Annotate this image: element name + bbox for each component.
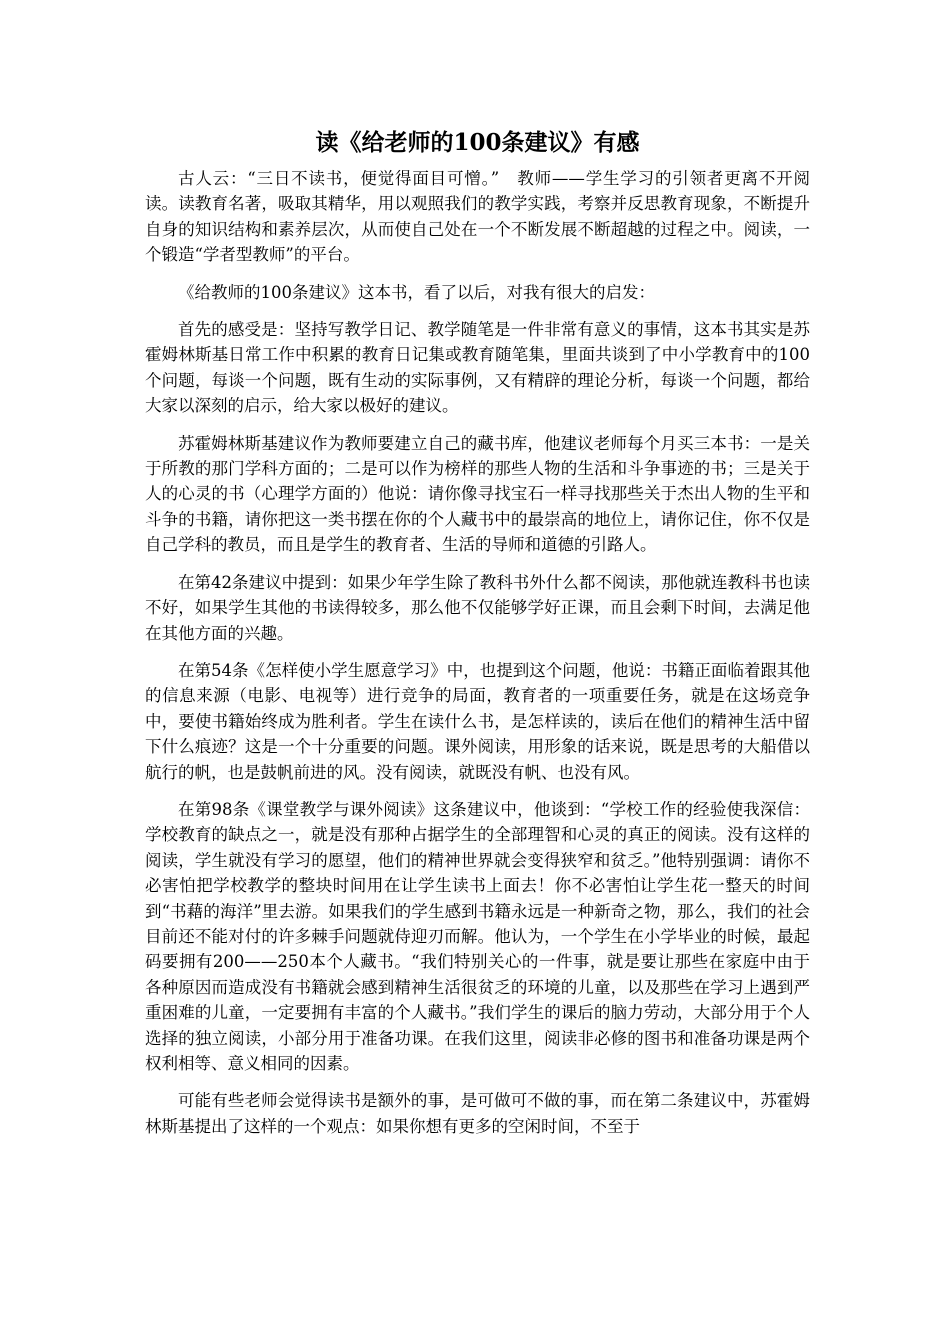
paragraph-5: 在第42条建议中提到：如果少年学生除了教科书外什么都不阅读，那他就连教科书也读不好，如果学生其他的书读得较多，那么他不仅能够学好正课，而且会剩下时间，去满足他在其他方面的兴趣。 — [145, 572, 810, 643]
paragraph-3: 首先的感受是：坚持写教学日记、教学随笔是一件非常有意义的事情，这本书其实是苏霍姆林斯基日常工作中积累的教育日记集或教育随笔集，里面共谈到了中小学教育中的100个问题，每谈一个问题，既有生动的实际事例，又有精辟的理论分析，每谈一个问题，都给大家以深刻的启示，给大家以极好的建议。 — [145, 320, 810, 416]
document-page — [145, 128, 810, 1151]
paragraph-2: 《给教师的100条建议》这本书，看了以后，对我有很大的启发： — [178, 282, 655, 302]
document-title: 读《给老师的100条建议》有感 — [315, 129, 640, 156]
paragraph-1: 古人云：“三日不读书，便觉得面目可憎。” 教师——学生学习的引领者更离不开阅读。读教育名著，吸取其精华，用以观照我们的教学实践，考察并反思教育现象，不断提升自身的知识结构和素养层次，从而使自己处在一个不断发展不断超越的过程之中。阅读，一个锻造“学者型教师”的平台。 — [145, 169, 810, 265]
paragraph-7: 在第98条《课堂教学与课外阅读》这条建议中，他谈到：“学校工作的经验使我深信：学校教育的缺点之一，就是没有那种占据学生的全部理智和心灵的真正的阅读。没有这样的阅读，学生就没有学习的愿望，他们的精神世界就会变得狭窄和贫乏。”他特别强调：请你不必害怕把学校教学的整块时间用在让学生读书上面去！你不必害怕让学生花一整天的时间到“书藉的海洋”里去游。如果我们的学生感到书籍永远是一种新奇之物，那么，我们的社会目前还不能对付的许多棘手问题就侍迎刃而解。他认为，一个学生在小学毕业的时候，最起码要拥有200——250本个人藏书。“我们特别关心的一件事，就是要让那些在家庭中由于各种原因而造成没有书籍就会感到精神生活很贫乏的环境的儿童，以及那些在学习上遇到严重困难的儿童，一定要拥有丰富的个人藏书。”我们学生的课后的脑力劳动，大部分用于个人选择的独立阅读，小部分用于准备功课。在我们这里，阅读非必修的图书和准备功课是两个权利相等、意义相同的因素。 — [145, 799, 810, 1073]
paragraph-8: 可能有些老师会觉得读书是额外的事，是可做可不做的事，而在第二条建议中，苏霍姆林斯基提出了这样的一个观点：如果你想有更多的空闲时间，不至于 — [145, 1091, 810, 1136]
paragraph-6: 在第54条《怎样使小学生愿意学习》中，也提到这个问题，他说：书籍正面临着跟其他的信息来源（电影、电视等）进行竞争的局面，教育者的一项重要任务，就是在这场竞争中，要使书籍始终成为胜利者。学生在读什么书，是怎样读的，读后在他们的精神生活中留下什么痕迹？这是一个十分重要的问题。课外阅读，用形象的话来说，既是思考的大船借以航行的帆，也是鼓帆前进的风。没有阅读，就既没有帆、也没有风。 — [145, 660, 810, 782]
paragraph-4: 苏霍姆林斯基建议作为教师要建立自己的藏书库，他建议老师每个月买三本书：一是关于所教的那门学科方面的；二是可以作为榜样的那些人物的生活和斗争事迹的书；三是关于人的心灵的书（心理学方面的）他说：请你像寻找宝石一样寻找那些关于杰出人物的生平和斗争的书籍，请你把这一类书摆在你的个人藏书中的最崇高的地位上，请你记住，你不仅是自己学科的教员，而且是学生的教育者、生活的导师和道德的引路人。 — [145, 433, 810, 555]
